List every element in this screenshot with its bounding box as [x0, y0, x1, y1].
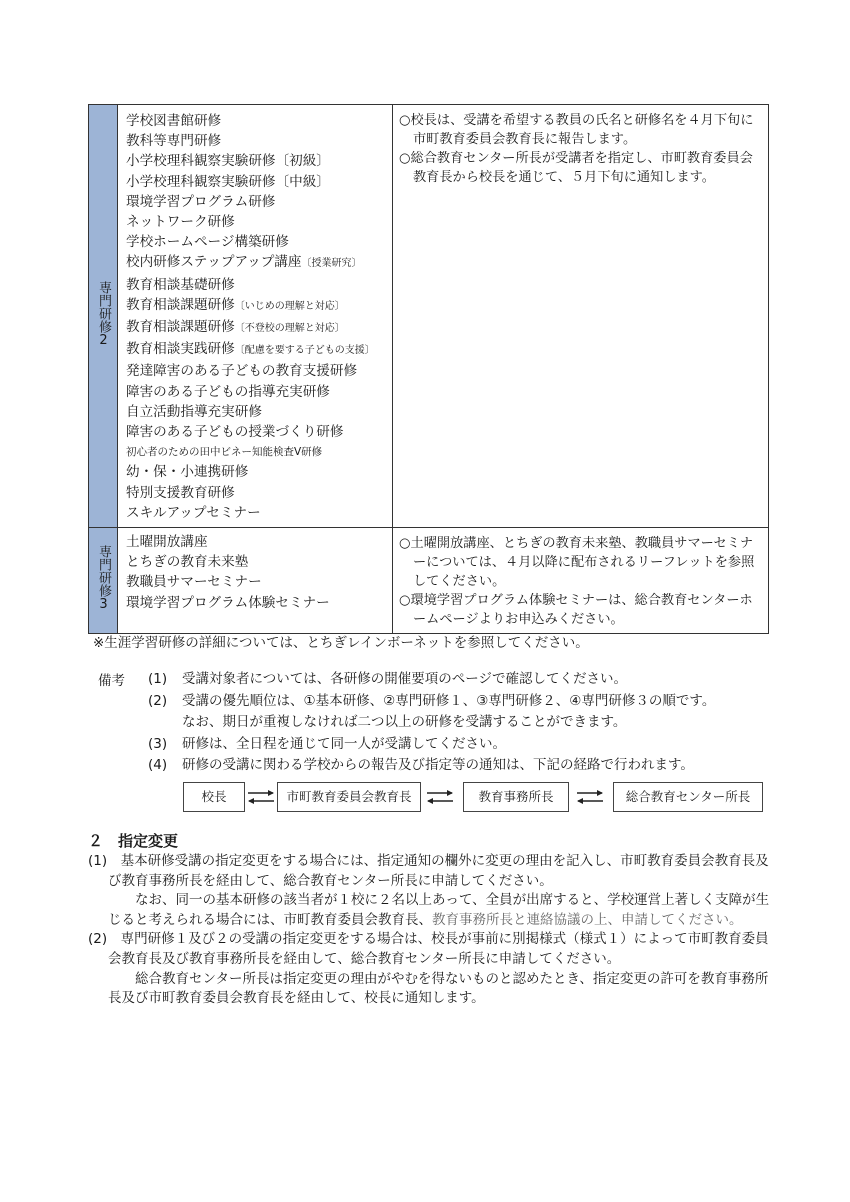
training-item: [126, 111, 392, 131]
note-item: ○環境学習プログラム体験セミナーは、総合教育センターホームページよりお申込みください。: [399, 593, 753, 628]
training-name: 教育相談実践研修: [126, 341, 235, 358]
flow-box-municipal-superintendent: 市町教育委員会教育長: [277, 782, 421, 812]
remark-text: なお、期日が重複しなければ二つ以上の研修を受講することができます。: [182, 714, 627, 730]
category-cell: [89, 528, 118, 634]
training-item: [126, 532, 392, 552]
training-item: [126, 552, 392, 572]
note-item: ○総合教育センター所長が受講者を指定し、市町教育委員会教育長から校長を通じて、５月下旬に通知します。: [399, 151, 753, 185]
notes-cell: [393, 528, 769, 634]
training-name: 教職員サマーセミナー: [126, 574, 262, 591]
flow-box-principal: 校長: [183, 782, 245, 812]
training-item: [126, 232, 392, 252]
paragraph-1: (1) 基本研修受講の指定変更をする場合には、指定通知の欄外に変更の理由を記入し、市町教育委員会教育長及び教育事務所長を経由して、総合教育センター所長に申請してください。: [88, 853, 769, 889]
remark-line: [148, 734, 778, 756]
training-item: [126, 172, 392, 192]
remark-line: [148, 755, 778, 777]
remark-text: 受講の優先順位は、①基本研修、②専門研修１、③専門研修２、④専門研修３の順です。: [182, 692, 716, 709]
paragraph-2b: 総合教育センター所長は指定変更の理由がやむを得ないものと認めたとき、指定変更の許可を教育事務所長及び市町教育委員会教育長を経由して、校長に通知します。: [108, 970, 769, 1007]
footnote: ※生涯学習研修の詳細については、とちぎレインボーネットを参照してください。: [93, 635, 589, 651]
paragraph-2: (2) 専門研修１及び２の受講の指定変更をする場合は、校長が事前に別掲様式（様式１）によって市町教育委員会教育長及び教育事務所長を経由して、総合教育センター所長に申請してください。: [88, 931, 769, 967]
training-name: 障害のある子どもの授業づくり研修: [126, 424, 344, 441]
training-name: 環境学習プログラム体験セミナー: [126, 594, 330, 611]
training-item: [126, 593, 392, 613]
training-name: 障害のある子どもの指導充実研修: [126, 383, 330, 400]
training-name: 教育相談基礎研修: [126, 276, 235, 293]
training-item: [126, 462, 392, 482]
training-name: 校内研修ステップアップ講座: [126, 254, 302, 271]
remark-text: 受講対象者については、各研修の開催要項のページで確認してください。: [182, 671, 627, 687]
training-item: [126, 339, 392, 361]
note-item: ○校長は、受講を希望する教員の氏名と研修名を４月下旬に市町教育委員会教育長に報告します。: [399, 113, 754, 147]
training-name: 教育相談課題研修: [126, 296, 235, 313]
training-item: [126, 295, 392, 317]
category-label: 専門研修2: [96, 280, 111, 348]
training-name: ネットワーク研修: [126, 214, 235, 231]
notes-cell: [393, 105, 769, 528]
training-name: 学校ホームページ構築研修: [126, 234, 289, 251]
training-names-cell: [118, 105, 393, 528]
training-name: とちぎの教育未来塾: [126, 554, 249, 571]
training-name: 小学校理科観察実験研修: [126, 153, 276, 170]
remark-text: 研修の受講に関わる学校からの報告及び指定等の通知は、下記の経路で行われます。: [182, 757, 694, 773]
training-table: [88, 104, 769, 634]
training-name: スキルアップセミナー: [126, 504, 261, 521]
remark-line: [148, 691, 778, 713]
training-subtitle: 〔授業研究〕: [301, 258, 362, 270]
training-name: 初心者のための田中ビネー知能検査Ⅴ研修: [126, 446, 323, 459]
training-name: 自立活動指導充実研修: [126, 403, 262, 420]
training-item: [126, 442, 392, 462]
section-body: [88, 852, 778, 1009]
training-item: [126, 192, 392, 212]
training-name: 小学校理科観察実験研修: [126, 173, 276, 190]
remark-text: 研修は、全日程を通じて同一人が受講してください。: [182, 735, 506, 752]
training-name: 教育相談課題研修: [126, 319, 235, 336]
bidirectional-arrow-icon: [246, 787, 276, 807]
paragraph-1b: [88, 891, 778, 930]
flow-box-education-office: 教育事務所長: [463, 782, 569, 812]
training-item: [126, 212, 392, 232]
remark-number: (1): [148, 671, 168, 687]
training-item: [126, 402, 392, 422]
training-subtitle: 〔配慮を要する子どもの支援〕: [234, 345, 375, 357]
training-item: [126, 151, 392, 171]
training-item: [126, 252, 392, 274]
training-name: 発達障害のある子どもの教育支援研修: [126, 363, 358, 380]
remark-line: [148, 669, 778, 691]
training-subtitle: 〔不登校の理解と対応〕: [234, 323, 345, 335]
remarks-label: 備考: [98, 673, 125, 689]
section-title: ２ 指定変更: [88, 832, 179, 850]
training-name: 特別支援教育研修: [126, 484, 235, 501]
training-item: [126, 483, 392, 503]
category-cell: [89, 105, 118, 528]
training-name: 教科等専門研修: [126, 133, 222, 150]
flow-box-center-director: 総合教育センター所長: [613, 782, 763, 812]
remark-number: (2): [148, 692, 168, 709]
training-name: 土曜開放講座: [126, 534, 208, 551]
training-subtitle: 〔初級〕: [275, 153, 330, 170]
training-names-cell: [118, 528, 393, 634]
training-subtitle: 〔中級〕: [275, 173, 330, 190]
paragraph-1b-text-gray: 教育事務所長と連絡協議の上、申請してください。: [432, 911, 743, 928]
note-item: ○土曜開放講座、とちぎの教育未来塾、教職員サマーセミナーについては、４月以降に配布されるリーフレットを参照してください。: [399, 536, 755, 590]
remark-number: (3): [148, 735, 168, 752]
training-item: [126, 422, 392, 442]
bidirectional-arrow-icon: [425, 787, 455, 807]
training-item: [126, 382, 392, 402]
training-name: 幼・保・小連携研修: [126, 464, 249, 481]
training-item: [126, 361, 392, 381]
remarks-list: [148, 669, 778, 777]
training-item: [126, 275, 392, 295]
training-item: [126, 503, 392, 523]
category-label: 専門研修3: [96, 545, 111, 613]
training-subtitle: 〔いじめの理解と対応〕: [234, 300, 345, 312]
remark-line: [148, 712, 778, 734]
paragraph-1b-text: なお、同一の基本研修の該当者が１校に２名以上あって、全員が出席すると、学校運営上著しく支障が生じると考えられる場合には、市町教育委員会教育長、: [108, 892, 770, 928]
training-item: [126, 572, 392, 592]
training-item: [126, 317, 392, 339]
table-row-specialized-3: [89, 528, 769, 634]
table-row-specialized-2: [89, 105, 769, 528]
bidirectional-arrow-icon: [575, 787, 605, 807]
training-name: 環境学習プログラム研修: [126, 193, 276, 210]
remark-number: (4): [148, 757, 168, 773]
training-name: 学校図書館研修: [126, 113, 222, 129]
training-item: [126, 131, 392, 151]
